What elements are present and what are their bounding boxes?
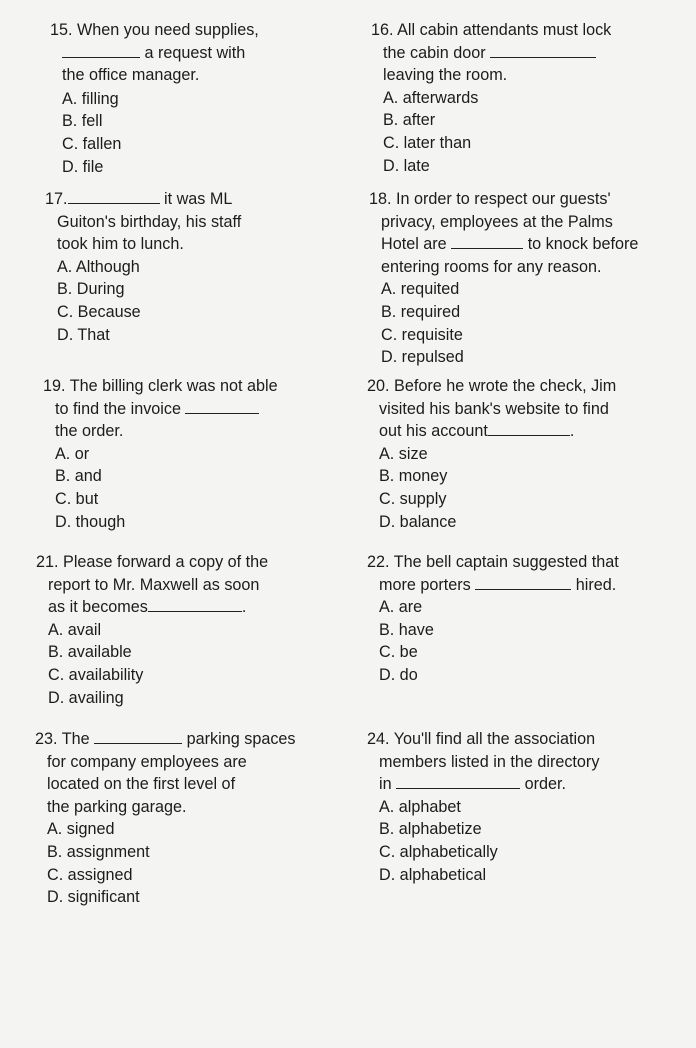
option-a[interactable]: A. signed	[47, 820, 115, 839]
stem-text: The	[61, 730, 90, 748]
option-a[interactable]: A. Although	[57, 257, 140, 276]
option-b[interactable]: B. after	[383, 111, 436, 130]
stem-line: took him to lunch.	[57, 235, 184, 254]
stem-text: out his account	[379, 422, 488, 441]
option-d[interactable]: D. balance	[379, 512, 457, 531]
stem-line: for company employees are	[47, 752, 247, 771]
question-number: 19.	[43, 377, 66, 395]
option-b[interactable]: B. assignment	[47, 842, 150, 861]
option-d[interactable]: D. significant	[47, 888, 140, 907]
answer-blank	[68, 189, 160, 204]
question-17	[45, 188, 241, 346]
stem-text: The bell captain suggested that	[393, 553, 619, 571]
option-b[interactable]: B. have	[379, 620, 434, 639]
stem-line	[367, 574, 619, 597]
option-d[interactable]: D. That	[57, 325, 110, 344]
stem-text: .	[241, 598, 247, 617]
stem-text: order.	[524, 775, 567, 794]
question-stem	[367, 375, 616, 398]
stem-line: leaving the room.	[383, 66, 508, 85]
stem-line	[43, 398, 278, 421]
stem-line	[36, 596, 268, 619]
stem-text: hired.	[575, 575, 617, 594]
option-c[interactable]: C. alphabetically	[379, 842, 498, 861]
stem-line: privacy, employees at the Palms	[381, 212, 613, 231]
question-number: 15.	[50, 21, 73, 39]
question-stem	[43, 375, 278, 398]
stem-text: more porters	[379, 575, 471, 594]
option-b[interactable]: B. fell	[62, 112, 103, 131]
answer-blank	[396, 774, 520, 789]
option-c[interactable]: C. assigned	[47, 865, 133, 884]
question-number: 23.	[35, 730, 58, 748]
option-c[interactable]: C. later than	[383, 133, 472, 152]
question-19	[43, 375, 278, 533]
question-stem	[36, 551, 268, 574]
question-22	[367, 551, 619, 687]
question-stem	[367, 551, 619, 574]
stem-text: to find the invoice	[55, 399, 181, 418]
question-stem	[35, 728, 296, 751]
option-d[interactable]: D. late	[383, 156, 430, 175]
stem-line	[369, 233, 638, 256]
stem-line: the order.	[55, 422, 124, 441]
question-23	[35, 728, 296, 909]
option-a[interactable]: A. or	[55, 444, 90, 463]
stem-line: the parking garage.	[47, 797, 187, 816]
stem-line: the office manager.	[62, 66, 200, 85]
stem-text: parking spaces	[186, 730, 296, 748]
stem-line: visited his bank's website to find	[379, 399, 609, 418]
option-b[interactable]: B. and	[55, 467, 102, 486]
stem-text: Hotel are	[381, 235, 447, 254]
stem-line: report to Mr. Maxwell as soon	[48, 575, 260, 594]
question-number: 24.	[367, 730, 390, 748]
option-a[interactable]: A. afterwards	[383, 88, 479, 107]
answer-blank	[185, 399, 259, 414]
stem-text: In order to respect our guests'	[396, 190, 611, 208]
stem-text: .	[569, 422, 575, 441]
stem-text: to knock before	[527, 235, 639, 254]
answer-blank	[148, 597, 242, 612]
option-a[interactable]: A. requited	[381, 280, 460, 299]
question-24	[367, 728, 599, 886]
stem-text: All cabin attendants must lock	[397, 21, 612, 39]
option-c[interactable]: C. availability	[48, 665, 144, 684]
option-d[interactable]: D. do	[379, 665, 418, 684]
stem-line: Guiton's birthday, his staff	[57, 212, 242, 231]
option-c[interactable]: C. requisite	[381, 325, 463, 344]
stem-text: the cabin door	[383, 43, 486, 62]
question-stem	[367, 728, 599, 751]
stem-line	[367, 420, 616, 443]
question-number: 21.	[36, 553, 59, 571]
question-16	[371, 19, 611, 177]
option-c[interactable]: C. Because	[57, 302, 141, 321]
question-21	[36, 551, 268, 709]
question-18	[369, 188, 638, 369]
answer-blank	[475, 575, 571, 590]
option-b[interactable]: B. During	[57, 280, 125, 299]
option-d[interactable]: D. though	[55, 512, 126, 531]
option-a[interactable]: A. size	[379, 444, 428, 463]
stem-line: members listed in the directory	[379, 752, 600, 771]
option-c[interactable]: C. supply	[379, 489, 447, 508]
option-b[interactable]: B. required	[381, 302, 461, 321]
question-number: 20.	[367, 377, 390, 395]
question-stem	[50, 19, 259, 42]
stem-text: Please forward a copy of the	[63, 553, 269, 571]
option-c[interactable]: C. fallen	[62, 134, 122, 153]
stem-text: as it becomes	[48, 598, 148, 617]
answer-blank	[488, 421, 570, 436]
option-d[interactable]: D. file	[62, 157, 104, 176]
option-c[interactable]: C. but	[55, 489, 99, 508]
stem-line	[371, 42, 611, 65]
option-a[interactable]: A. filling	[62, 89, 119, 108]
answer-blank	[62, 43, 140, 58]
option-d[interactable]: D. alphabetical	[379, 865, 487, 884]
stem-text: The billing clerk was not able	[69, 377, 278, 395]
stem-text: When you need supplies,	[77, 21, 259, 39]
option-a[interactable]: A. avail	[48, 620, 102, 639]
stem-text: Before he wrote the check, Jim	[394, 377, 617, 395]
question-20	[367, 375, 616, 533]
option-b[interactable]: B. available	[48, 643, 132, 662]
question-stem	[45, 188, 241, 211]
stem-line: located on the first level of	[47, 775, 236, 794]
stem-text: You'll find all the association	[393, 730, 596, 748]
stem-text: in	[379, 775, 392, 794]
option-d[interactable]: D. availing	[48, 688, 124, 707]
option-a[interactable]: A. alphabet	[379, 797, 461, 816]
question-15	[50, 19, 259, 178]
option-b[interactable]: B. money	[379, 467, 448, 486]
question-stem	[369, 188, 638, 211]
question-number: 18.	[369, 190, 392, 208]
answer-blank	[94, 729, 182, 744]
question-stem	[371, 19, 611, 42]
question-number: 17.	[45, 190, 68, 208]
option-d[interactable]: D. repulsed	[381, 348, 464, 367]
option-c[interactable]: C. be	[379, 643, 418, 662]
question-number: 22.	[367, 553, 390, 571]
stem-text: it was ML	[164, 190, 233, 208]
answer-blank	[490, 43, 596, 58]
stem-line	[50, 42, 259, 65]
stem-line	[367, 773, 599, 796]
option-b[interactable]: B. alphabetize	[379, 820, 482, 839]
stem-text: a request with	[144, 43, 246, 62]
question-number: 16.	[371, 21, 394, 39]
option-a[interactable]: A. are	[379, 598, 423, 617]
answer-blank	[451, 234, 523, 249]
stem-line: entering rooms for any reason.	[381, 257, 602, 276]
